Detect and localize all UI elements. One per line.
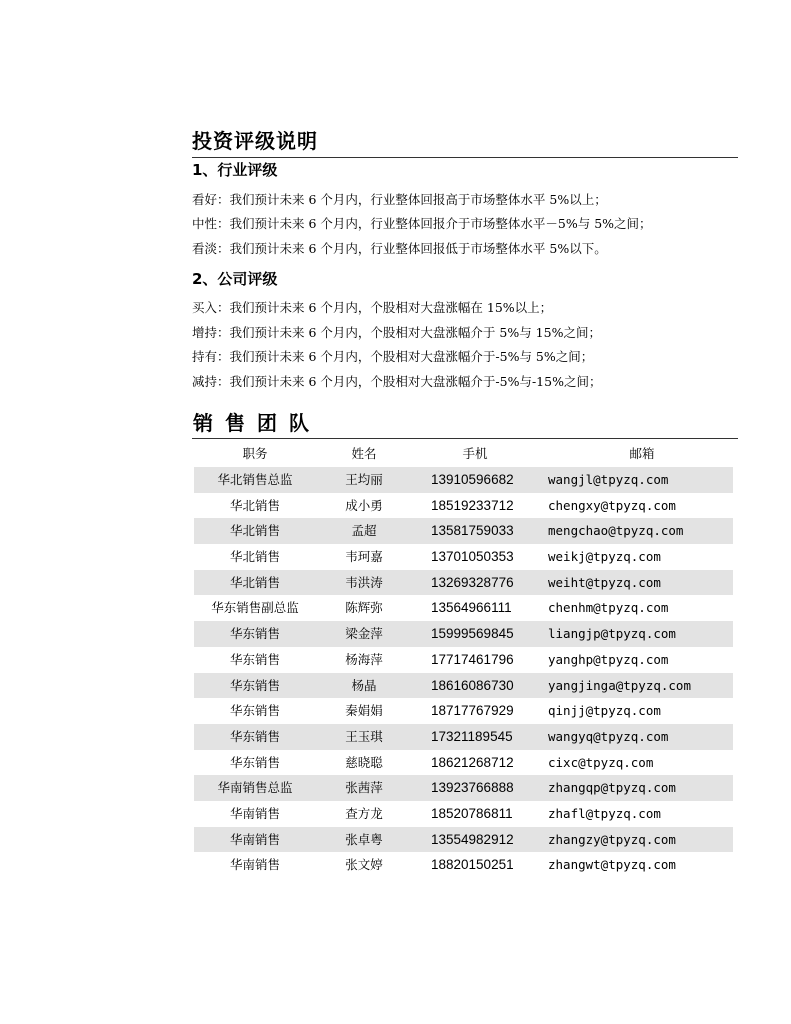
table-row (194, 775, 733, 801)
industry-rating-heading: 1、行业评级 (192, 161, 278, 179)
company-rating-line: 增持：我们预计未来 6 个月内，个股相对大盘涨幅介于 5%与 15%之间； (192, 325, 601, 340)
email-cell: zhafl@tpyzq.com (548, 805, 661, 821)
phone-cell: 18717767929 (431, 703, 514, 719)
job-title-cell: 华东销售副总监 (211, 600, 299, 616)
header-name: 姓名 (351, 446, 377, 461)
name-cell: 查方龙 (345, 805, 383, 821)
phone-cell: 13564966111 (431, 600, 512, 616)
phone-cell: 13269328776 (431, 574, 514, 590)
name-cell: 张茜萍 (345, 780, 383, 796)
table-row (194, 852, 733, 878)
name-cell: 成小勇 (345, 497, 383, 513)
job-title-cell: 华北销售 (229, 497, 280, 513)
table-row (194, 544, 733, 570)
job-title-cell: 华南销售 (229, 857, 280, 873)
email-cell: chenhm@tpyzq.com (548, 600, 669, 616)
header-email: 邮箱 (629, 446, 655, 461)
email-cell: cixc@tpyzq.com (548, 754, 654, 770)
phone-cell: 15999569845 (431, 626, 514, 642)
sales-table-body (194, 467, 733, 878)
table-row (194, 673, 733, 699)
table-row (194, 827, 733, 853)
phone-cell: 18616086730 (431, 677, 514, 693)
job-title-cell: 华东销售 (229, 703, 280, 719)
email-cell: wangjl@tpyzq.com (548, 472, 669, 487)
email-cell: zhangwt@tpyzq.com (548, 857, 676, 873)
name-cell: 梁金萍 (345, 626, 383, 642)
phone-cell: 13923766888 (431, 780, 514, 796)
name-cell: 张文婷 (345, 857, 383, 873)
email-cell: liangjp@tpyzq.com (548, 626, 676, 642)
email-cell: weikj@tpyzq.com (548, 549, 661, 565)
title-divider (192, 157, 738, 158)
name-cell: 王玉琪 (345, 728, 383, 744)
name-cell: 陈辉弥 (345, 600, 383, 616)
name-cell: 孟超 (351, 523, 377, 539)
job-title-cell: 华南销售 (229, 805, 280, 821)
phone-cell: 18820150251 (431, 857, 514, 873)
phone-cell: 13581759033 (431, 523, 514, 539)
job-title-cell: 华南销售 (229, 831, 280, 847)
table-row (194, 698, 733, 724)
phone-cell: 13910596682 (431, 472, 514, 487)
company-rating-heading: 2、公司评级 (192, 270, 278, 288)
job-title-cell: 华北销售 (229, 549, 280, 565)
sales-team-title: 销售团队 (193, 411, 321, 435)
phone-cell: 17717461796 (431, 651, 514, 667)
job-title-cell: 华东销售 (229, 754, 280, 770)
table-row (194, 647, 733, 673)
email-cell: yangjinga@tpyzq.com (548, 677, 691, 693)
table-row (194, 518, 733, 544)
email-cell: chengxy@tpyzq.com (548, 497, 676, 513)
table-row (194, 570, 733, 596)
phone-cell: 17321189545 (431, 728, 513, 744)
company-rating-line: 持有：我们预计未来 6 个月内，个股相对大盘涨幅介于-5%与 5%之间； (192, 349, 594, 364)
industry-rating-line: 看淡：我们预计未来 6 个月内，行业整体回报低于市场整体水平 5%以下。 (192, 241, 607, 256)
job-title-cell: 华东销售 (229, 651, 280, 667)
table-row (194, 750, 733, 776)
industry-rating-line: 看好：我们预计未来 6 个月内，行业整体回报高于市场整体水平 5%以上； (192, 192, 607, 207)
name-cell: 张卓粤 (345, 831, 383, 847)
email-cell: wangyq@tpyzq.com (548, 728, 669, 744)
job-title-cell: 华北销售 (229, 523, 280, 539)
table-row (194, 493, 733, 519)
email-cell: zhangqp@tpyzq.com (548, 780, 676, 796)
job-title-cell: 华东销售 (229, 626, 280, 642)
name-cell: 王均丽 (345, 472, 383, 487)
header-phone: 手机 (462, 446, 488, 461)
sales-table-header (194, 442, 733, 466)
email-cell: yanghp@tpyzq.com (548, 651, 669, 667)
name-cell: 慈晓聪 (345, 754, 383, 770)
table-row (194, 467, 733, 493)
name-cell: 韦洪涛 (345, 574, 383, 590)
rating-section-title: 投资评级说明 (192, 129, 318, 153)
job-title-cell: 华北销售 (229, 574, 280, 590)
sales-team-divider (192, 438, 738, 439)
header-title: 职务 (242, 446, 268, 461)
name-cell: 杨海萍 (345, 651, 383, 667)
table-row (194, 801, 733, 827)
phone-cell: 18520786811 (431, 805, 513, 821)
phone-cell: 13554982912 (431, 831, 514, 847)
email-cell: qinjj@tpyzq.com (548, 703, 661, 719)
email-cell: zhangzy@tpyzq.com (548, 831, 676, 847)
industry-rating-line: 中性：我们预计未来 6 个月内，行业整体回报介于市场整体水平－5%与 5%之间； (192, 216, 652, 231)
phone-cell: 13701050353 (431, 549, 514, 565)
company-rating-line: 买入：我们预计未来 6 个月内，个股相对大盘涨幅在 15%以上； (192, 300, 553, 315)
phone-cell: 18519233712 (431, 497, 514, 513)
job-title-cell: 华东销售 (229, 728, 280, 744)
table-row (194, 621, 733, 647)
name-cell: 秦娟娟 (345, 703, 383, 719)
name-cell: 杨晶 (351, 677, 377, 693)
job-title-cell: 华北销售总监 (217, 472, 293, 487)
table-row (194, 595, 733, 621)
company-rating-line: 减持：我们预计未来 6 个月内，个股相对大盘涨幅介于-5%与-15%之间； (192, 374, 602, 389)
job-title-cell: 华南销售总监 (217, 780, 293, 796)
table-row (194, 724, 733, 750)
email-cell: mengchao@tpyzq.com (548, 523, 684, 539)
name-cell: 韦珂嘉 (345, 549, 383, 565)
email-cell: weiht@tpyzq.com (548, 574, 661, 590)
phone-cell: 18621268712 (431, 754, 514, 770)
job-title-cell: 华东销售 (229, 677, 280, 693)
